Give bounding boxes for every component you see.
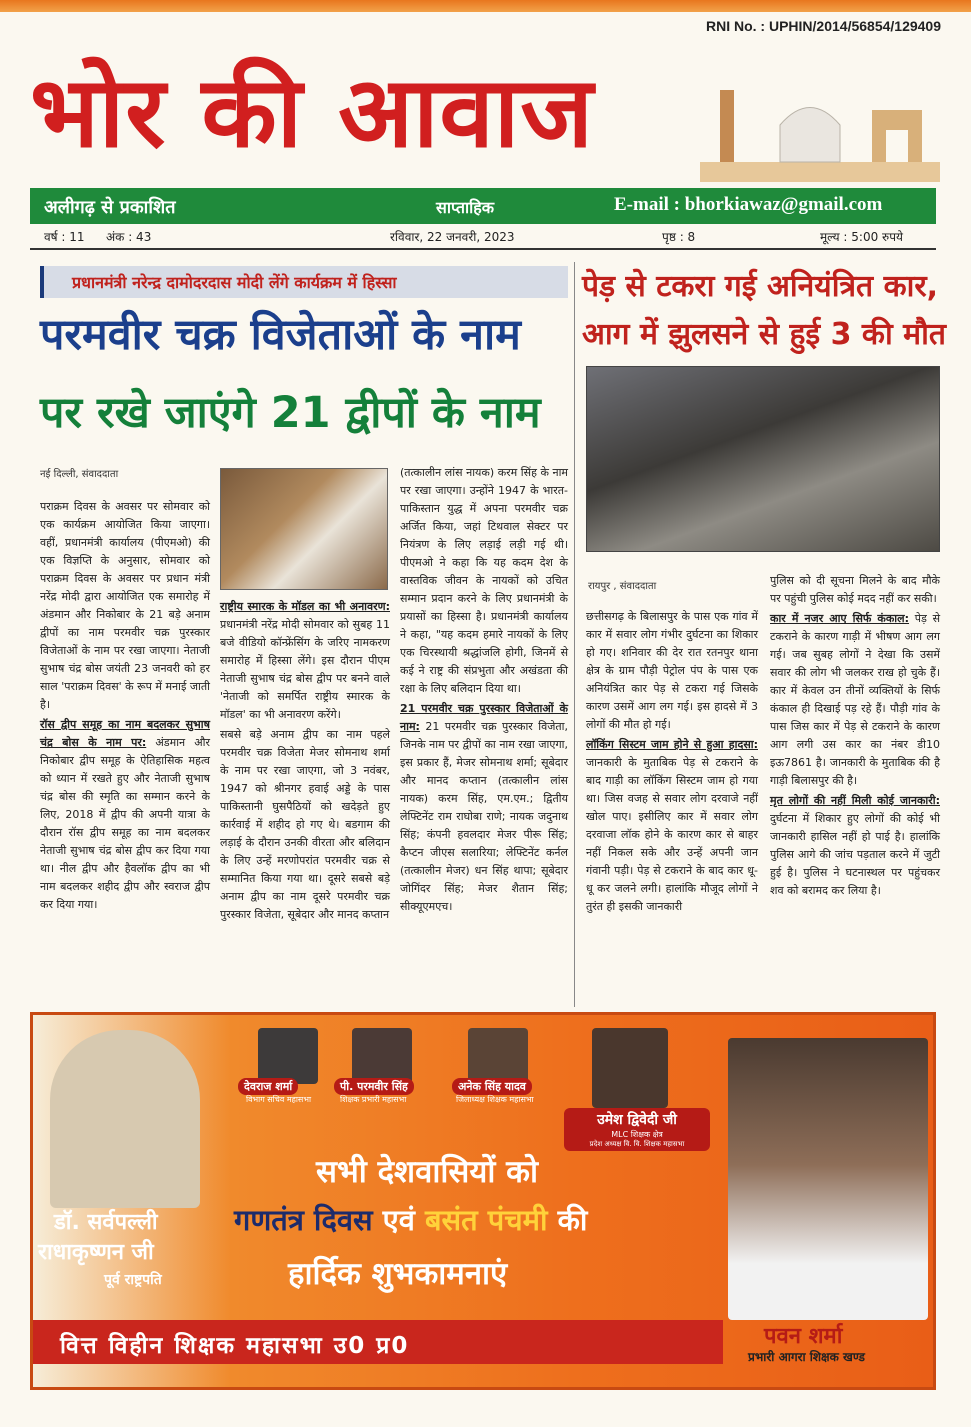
umesh-role-2: प्रदेश अध्यक्ष वि. वि. शिक्षक महासभा [589,1140,685,1148]
rni-number: RNI No. : UPHIN/2014/56854/129409 [705,18,941,34]
paragraph: सबसे बड़े अनाम द्वीप का नाम पहले परमवीर चक्र विजेता मेजर सोमनाथ शर्मा के नाम पर रखा जाएगा, जो 3 नवंबर, 1947 को श्रीनगर हवाई अड्डे के पास पाकिस्तानी घुसपैठियों को खदेड़ते हुए कार्रवाई में शहीद हो गए थे। बडगाम की लड़ाई के दौरान उनकी वीरता और बलिदान के लिए उन्हें मरणोपरांत परमवीर चक्र से सम्मानित किया गया था। दूसरे सबसे बड़े अनाम द्वीप का नाम दूसरे परमवीर चक्र पुरस्कार विजेता, सूबेदार और मानद कप्तान [220,728,390,921]
greeting-line-1: सभी देशवासियों को [316,1154,538,1190]
subheading: राष्ट्रीय स्मारक के मॉडल का भी अनावरण: [220,600,390,613]
left-person-title: पूर्व राष्ट्रपति [104,1272,162,1288]
paragraph-text: पेड़ से टकराने के कारण गाड़ी में भीषण आग लग गई। जब सुबह लोगों ने देखा कि उसमें सवार की लोग भी जलकर राख हो चुके हैं। कार में केवल उन तीनों व्यक्तियों के सिर्फ कंकाल ही दिखाई पड़ रहे हैं। पौड़ी गांव के पास जिस कार में पेड़ से टकराने के कारण आग लगी उस कार का नंबर डी10 इऊ7861 है। जानकारी के मुताबिक की है गाड़ी बिलासपुर की है। [770,612,941,787]
republic-day: गणतंत्र दिवस [234,1203,373,1237]
side-story-column-2 [770,572,940,902]
left-person-name-1: डॉ. सर्वपल्ली [54,1210,158,1235]
umesh-tag [564,1108,710,1151]
paragraph: छत्तीसगढ़ के बिलासपुर के पास एक गांव में कार में सवार लोग गंभीर दुर्घटना का शिकार हो गए। शनिवार की देर रात रतनपुर थाना क्षेत्र के ग्राम पौड़ी पेट्रोल पंप के पास एक अनियंत्रित कार पेड़ से टकरा गई जिसके कारण उसमें आग लग गई। इस हादसे में 3 लोगों की मौत हो गई। [586,610,758,731]
radhakrishnan-portrait [50,1030,200,1208]
main-story-column-2 [220,598,390,926]
side-dateline: रायपुर , संवाददाता [588,581,657,592]
portrait-pawan [728,1038,928,1320]
newspaper-title: भोर की आवाज [30,56,594,170]
frequency: साप्ताहिक [436,198,495,217]
publisher-place: अलीगढ़ से प्रकाशित [44,197,176,218]
person-name: देवराज शर्मा [238,1078,298,1095]
umesh-name: उमेश द्विवेदी जी [597,1112,677,1128]
subheading: कार में नजर आए सिर्फ कंकाल: [770,612,910,625]
paragraph [586,736,758,916]
main-story-column-3 [400,464,568,918]
paragraph-text: जानकारी के मुताबिक पेड़ से टकराने के बाद गाड़ी का लॉकिंग सिस्टम जाम हो गया था। जिस वजह से सवार लोग दरवाजे नहीं खोल पाए। इसीलिए कार में सवार लोग दरवाजा लॉक होने के कारण कार से बाहर नहीं निकल सके और उन्हें अपनी जान गंवानी पड़ी। पेड़ से टकराने के बाद कार धू-धू कर जलने लगी। हालांकि मौजूद लोगों ने तुरंत ही इसकी जानकारी [586,756,758,913]
top-stripe [0,0,971,12]
paragraph [40,716,210,914]
issue-date: रविवार, 22 जनवरी, 2023 [390,230,515,244]
basant-panchami: बसंत पंचमी [424,1203,548,1237]
side-headline-line2: आग में झुलसने से हुई 3 की मौत [582,317,946,352]
main-headline-line2: पर रखे जाएंगे 21 द्वीपों के नाम [40,388,541,438]
paragraph [770,610,940,790]
right-person-role: प्रभारी आगरा शिक्षक खण्ड [748,1350,865,1364]
subheading: मृत लोगों की नहीं मिली कोई जानकारी: [770,794,940,807]
subheading: रॉस द्वीप समूह का नाम बदलकर सुभाष चंद्र बोस के नाम पर: [40,718,210,749]
umesh-role: MLC शिक्षक क्षेत्र [611,1130,663,1139]
kicker: प्रधानमंत्री नरेन्द्र दामोदरदास मोदी लेंगे कार्यक्रम में हिस्सा [72,273,397,292]
right-person-name: पवन शर्मा [764,1324,843,1349]
pm-photo [220,468,388,590]
monument-base [700,162,940,182]
paragraph: पराक्रम दिवस के अवसर पर सोमवार को एक कार्यक्रम आयोजित किया जाएगा। वहीं, प्रधानमंत्री कार्यालय (पीएमओ) की एक विज्ञप्ति के अनुसार, सोमवार को पराक्रम दिवस के अवसर पर प्रधान मंत्री नरेंद्र मोदी द्वारा आयोजित एक समारोह में अंडमान और निकोबार के 21 बड़े अनाम द्वीपों का नाम परमवीर चक्र पुरस्कार विजेताओं के नाम पर रखा जाएगा। नेताजी सुभाष चंद्र बोस जयंती 23 जनवरी को हर साल 'पराक्रम दिवस' के रूप में मनाई जाती है। [40,500,211,711]
main-headline-line1: परमवीर चक्र विजेताओं के नाम [40,310,521,360]
greeting-line-3: हार्दिक शुभकामनाएं [288,1256,508,1292]
paragraph [220,598,390,724]
portrait-parmveer [352,1028,412,1084]
monuments-illustration [700,70,940,182]
paragraph-text: दुर्घटना में शिकार हुए लोगों की कोई भी जानकारी हासिल नहीं हो पाई है। हालांकि पुलिस आगे की जांच पड़ताल करने में जुटी हुई है। पुलिस ने घटनास्थल पर पहुंचकर शव को बरामद कर लिया है। [770,812,940,897]
burnt-car-photo [586,366,940,552]
issue: अंक : 43 [106,230,152,244]
left-person-name-2: राधाकृष्णन जी [38,1240,154,1265]
person-role: जिलाध्यक्ष शिक्षक महासभा [456,1095,534,1104]
person-name: पी. परमवीर सिंह [334,1078,414,1095]
portrait-umesh [592,1028,668,1108]
subheading: 21 परमवीर चक्र पुरस्कार विजेताओं के नाम: [400,702,568,733]
org-name: वित्त विहीन शिक्षक महासभा उ0 प्र0 [60,1333,410,1359]
taj-mahal-icon [780,108,840,163]
main-story-column-1 [40,498,210,916]
paragraph-text: 21 परमवीर चक्र पुरस्कार विजेता, जिनके नाम पर द्वीपों का नाम रखा जाएगा, इस प्रकार हैं, मेजर सोमनाथ शर्मा; सूबेदार और मानद कप्तान (तत्कालीन लांस नायक) करम सिंह, एम.एम.; द्वितीय लेफ्टिनेंट राम राघोबा राणे; नायक जदुनाथ सिंह; कंपनी हवलदार मेजर पीरू सिंह; कैप्टन जीएस सलारिया; लेफ्टिनेंट कर्नल (तत्कालीन मेजर) धन सिंह थापा; सूबेदार जोगिंदर सिंह; मेजर शैतान सिंह; सीक्यूएमएच। [400,720,568,913]
paragraph-text: प्रधानमंत्री नरेंद्र मोदी सोमवार को सुबह 11 बजे वीडियो कॉन्फ्रेंसिंग के जरिए नामकरण समारोह में हिस्सा लेंगे। इस दौरान पीएम नेताजी सुभाष चंद्र बोस द्वीप पर बनने वाले 'नेताजी को समर्पित राष्ट्रीय स्मारक के मॉडल' का भी अनावरण करेंगे। [220,618,390,721]
page-number: पृष्ठ : 8 [662,230,696,244]
year: वर्ष : 11 [44,230,85,244]
column-divider [574,262,575,1007]
person-name: अनेक सिंह यादव [452,1078,532,1095]
greeting-line-2 [234,1200,587,1239]
paragraph [770,792,940,900]
side-story-column-1 [586,608,758,918]
portrait-anek [468,1028,528,1084]
person-role: शिक्षक प्रभारी महासभा [340,1095,407,1104]
paragraph: (तत्कालीन लांस नायक) करम सिंह के नाम पर रखा जाएगा। उन्होंने 1947 के भारत-पाकिस्तान युद्ध में अपना परमवीर चक्र अर्जित किया, जहां टिथवाल सेक्टर पर नियंत्रण के लिए लड़ाई लड़ी गई थी। पीएमओ ने कहा कि यह कदम देश के वास्तविक जीवन के नायकों को उचित सम्मान प्रदान करने के लिए प्रधानमंत्री के प्रयासों का हिस्सा है। प्रधानमंत्री कार्यालय ने कहा, "यह कदम हमारे नायकों के लिए एक चिरस्थायी श्रद्धांजलि होगी, जिनमें से कई ने राष्ट्र की संप्रभुता और अखंडता की रक्षा के लिए बलिदान दिया था। [400,466,568,695]
qutub-minar-icon [720,90,734,162]
person-role: विभाग सचिव महासभा [246,1095,312,1104]
paragraph-text: अंडमान और निकोबार द्वीप समूह के ऐतिहासिक महत्व को ध्यान में रखते हुए और नेताजी सुभाष चंद्र बोस की स्मृति का सम्मान करने के लिए, 2018 में द्वीप की अपनी यात्रा के दौरान रॉस द्वीप समूह का नाम बदलकर नेताजी सुभाष चंद्र बोस द्वीप कर दिया गया था। नील द्वीप और हैवलॉक द्वीप का भी नाम बदलकर शहीद द्वीप और स्वराज द्वीप कर दिया गया। [40,736,210,911]
paragraph [400,700,568,916]
subheading: लॉकिंग सिस्टम जाम होने से हुआ हादसा: [586,738,758,751]
paragraph: पुलिस को दी सूचना मिलने के बाद मौके पर पहुंची पुलिस कोई मदद नहीं कर सकी। [770,574,940,605]
price: मूल्य : 5:00 रुपये [820,230,904,244]
email[interactable]: E-mail : bhorkiawaz@gmail.com [614,194,883,215]
greeting-connector: एवं [372,1203,425,1237]
main-dateline: नई दिल्ली, संवाददाता [40,469,119,480]
side-headline-line1: पेड़ से टकरा गई अनियंत्रित कार, [582,269,939,304]
portrait-devraj [258,1028,318,1084]
divider [30,248,936,250]
greeting-suffix: की [547,1203,588,1237]
